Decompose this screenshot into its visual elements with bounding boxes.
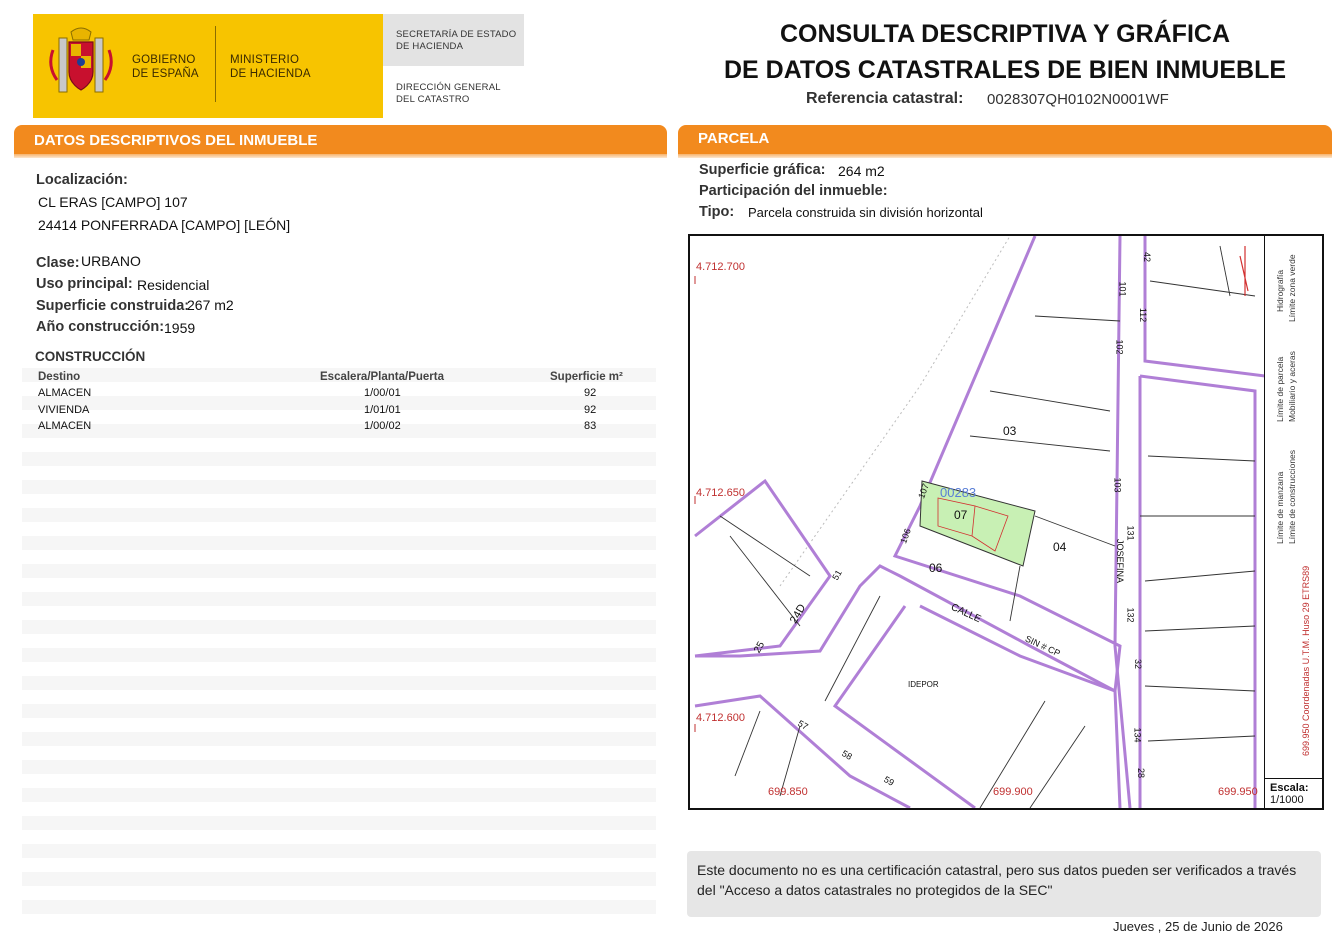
row1-superficie: 92 (584, 387, 597, 399)
secretaria-box (383, 14, 524, 66)
num-25: 25 (752, 639, 768, 656)
row3-destino: ALMACEN (38, 420, 92, 432)
num-101: 101 (1117, 281, 1128, 297)
scale-box (1264, 778, 1323, 809)
parcel-ref-label: 00283 (940, 485, 977, 500)
num-102: 102 (1114, 339, 1125, 355)
coord-y3: 4.712.600 (696, 712, 745, 724)
row3-escalera: 1/00/02 (364, 420, 401, 432)
construccion-title: CONSTRUCCIÓN (35, 349, 146, 364)
sup-grafica-label: Superficie gráfica: (699, 162, 826, 178)
num-32: 32 (1133, 658, 1144, 670)
tipo-value: Parcela construida sin división horizontal (748, 205, 983, 220)
dir-line2: DEL CATASTRO (396, 94, 470, 105)
scale-value: 1/1000 (1270, 794, 1304, 806)
government-logo (33, 14, 383, 118)
row3-superficie: 83 (584, 420, 597, 432)
col-escalera: Escalera/Planta/Puerta (320, 371, 445, 383)
ref-value: 0028307QH0102N0001WF (987, 91, 1169, 108)
disclaimer-text: Este documento no es una certificación catastral, pero sus datos pueden ser verificados a través del "Acceso a datos catastrales no protegidos de la SEC" (697, 862, 1297, 898)
coords-note: 699.950 Coordenadas U.T.M. Huso 29 ETRS89 (1301, 565, 1311, 756)
map-drawing (690, 236, 1264, 808)
row2-superficie: 92 (584, 404, 597, 416)
row1-escalera: 1/00/01 (364, 387, 401, 399)
row2-destino: VIVIENDA (38, 404, 90, 416)
num-106-top: 106 (898, 527, 913, 545)
num-103: 103 (1112, 477, 1123, 493)
legend-hidrografia: Hidrografía (1275, 269, 1285, 312)
legend-zona-verde: Límite zona verde (1287, 254, 1297, 322)
coat-of-arms-icon (45, 26, 117, 104)
parcela-header (678, 125, 1332, 157)
descriptivos-header (14, 125, 667, 157)
cadastral-map[interactable] (688, 234, 1324, 810)
lot-07: 07 (954, 508, 968, 522)
coord-y1: 4.712.700 (696, 261, 745, 273)
label-24d: 24D (787, 602, 809, 626)
lot-04: 04 (1053, 540, 1067, 554)
num-28: 28 (1136, 767, 1147, 779)
street-calle: CALLE (949, 601, 983, 626)
num-57: 57 (796, 718, 810, 732)
coord-x3: 699.950 (1218, 786, 1258, 798)
num-134: 134 (1132, 727, 1143, 743)
address-line2: 24414 PONFERRADA [CAMPO] [LEÓN] (38, 217, 291, 233)
uso-label: Uso principal: (36, 276, 133, 292)
num-107: 107 (916, 482, 931, 500)
street-sin: SIN # CP (1023, 633, 1062, 659)
footer-date: Jueves , 25 de Junio de 2026 (1113, 919, 1283, 934)
num-58: 58 (840, 748, 854, 762)
num-131: 131 (1125, 525, 1136, 541)
clase-value: URBANO (81, 253, 141, 269)
title-line1: CONSULTA DESCRIPTIVA Y GRÁFICA (779, 20, 1231, 48)
legend-mobiliario: Mobiliario y aceras (1287, 351, 1297, 422)
anio-value: 1959 (164, 320, 196, 336)
num-51: 51 (830, 568, 844, 582)
col-superficie: Superficie m² (550, 371, 623, 383)
coord-x1: 699.850 (768, 786, 808, 798)
min-line1: MINISTERIO (230, 54, 300, 66)
label-ideport: IDEPOR (908, 680, 939, 689)
min-line2: DE HACIENDA (230, 68, 311, 80)
scale-label: Escala: (1270, 782, 1309, 794)
row2-escalera: 1/01/01 (364, 404, 401, 416)
parcela-title: PARCELA (698, 130, 770, 147)
map-legend (1264, 236, 1323, 780)
num-112: 112 (1138, 307, 1149, 323)
superficie-label: Superficie construida: (36, 298, 190, 314)
participacion-label: Participación del inmueble: (699, 183, 888, 199)
legend-construcciones: Límite de construcciones (1287, 449, 1297, 544)
address-line1: CL ERAS [CAMPO] 107 (38, 194, 188, 210)
sec-line2: DE HACIENDA (396, 41, 464, 52)
sec-line1: SECRETARÍA DE ESTADO (396, 29, 517, 40)
clase-label: Clase: (36, 255, 80, 271)
document-title (700, 16, 1310, 88)
row1-destino: ALMACEN (38, 387, 92, 399)
num-132: 132 (1125, 607, 1136, 623)
legend-manzana: Límite de manzana (1275, 471, 1285, 544)
superficie-value: 267 m2 (187, 297, 234, 313)
coord-y2: 4.712.650 (696, 487, 745, 499)
descriptivos-title: DATOS DESCRIPTIVOS DEL INMUEBLE (34, 132, 318, 149)
gov-line2: DE ESPAÑA (132, 68, 199, 80)
ref-label: Referencia catastral: (806, 90, 964, 107)
dir-line1: DIRECCIÓN GENERAL (396, 82, 501, 93)
tipo-label: Tipo: (699, 204, 735, 220)
num-59: 59 (882, 774, 896, 788)
street-josefina: JOSEFINA (1115, 538, 1126, 584)
gov-line1: GOBIERNO (132, 54, 196, 66)
title-line2: DE DATOS CATASTRALES DE BIEN INMUEBLE (723, 56, 1287, 84)
coord-x2: 699.900 (993, 786, 1033, 798)
sup-grafica-value: 264 m2 (838, 163, 885, 179)
anio-label: Año construcción: (36, 319, 165, 335)
lot-03: 03 (1003, 424, 1017, 438)
num-42: 42 (1142, 251, 1153, 263)
col-destino: Destino (38, 371, 81, 383)
localizacion-label: Localización: (36, 172, 128, 188)
disclaimer-box (687, 851, 1321, 917)
legend-parcela: Límite de parcela (1275, 356, 1285, 422)
uso-value: Residencial (137, 277, 210, 293)
lot-06: 06 (929, 561, 943, 575)
construccion-table (22, 368, 656, 916)
